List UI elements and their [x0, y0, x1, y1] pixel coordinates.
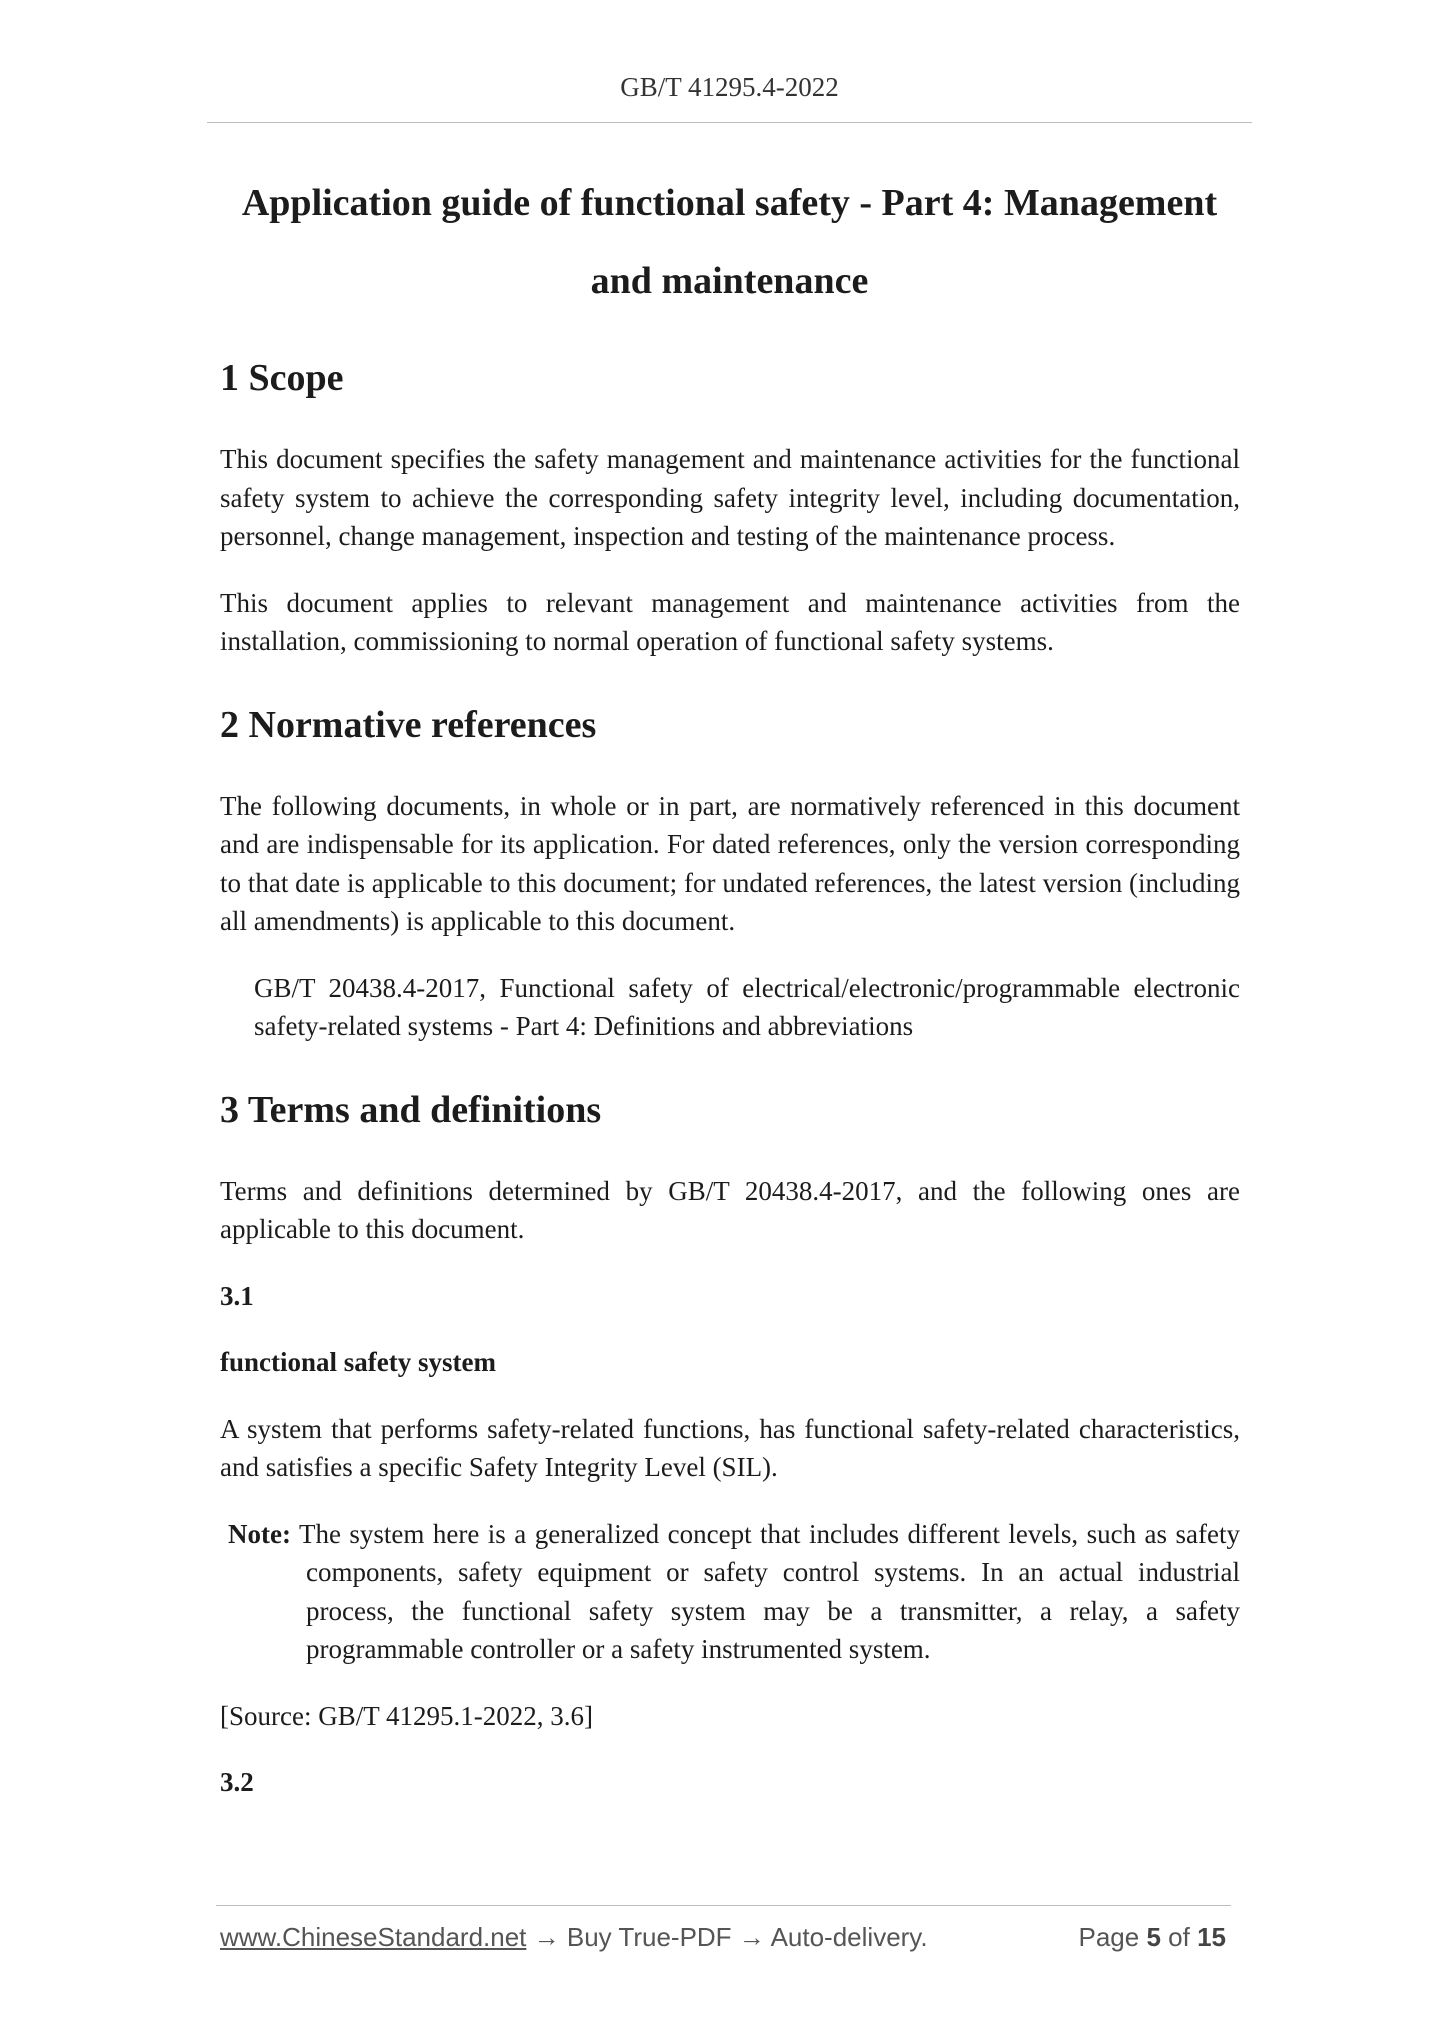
- term-source: [Source: GB/T 41295.1-2022, 3.6]: [220, 1700, 593, 1731]
- section-heading-normative-references: 2 Normative references: [220, 703, 597, 746]
- header-divider: [207, 122, 1252, 123]
- term-number-3-1: 3.1: [220, 1280, 254, 1311]
- scope-paragraph-2: This document applies to relevant management and maintenance activities from the installation, commissioning to normal operation of functional safety systems.: [220, 587, 1240, 656]
- normative-paragraph: The following documents, in whole or in part, are normatively referenced in this document and are indispensable for its application. For dated references, only the version corresponding to that date is applicable to this document; for undated references, the latest version (including all amendments) is applicable to this document.: [220, 790, 1240, 936]
- title-line-2: and maintenance: [590, 260, 869, 302]
- page-header: GB/T 41295.4-2022: [620, 72, 839, 102]
- page-number: 5: [1146, 1922, 1161, 1952]
- document-body: [220, 348, 1240, 1830]
- note-label: Note:: [228, 1518, 291, 1549]
- term-definition: A system that performs safety-related functions, has functional safety-related characteristics, and satisfies a specific Safety Integrity Level (SIL).: [220, 1413, 1240, 1482]
- footer-divider: [216, 1905, 1231, 1906]
- scope-paragraph-1: This document specifies the safety management and maintenance activities for the functional safety system to achieve the corresponding safety integrity level, including documentation, personnel, change management, inspection and testing of the maintenance process.: [220, 444, 1240, 551]
- website-link[interactable]: www.ChineseStandard.net: [220, 1922, 527, 1952]
- document-title: [207, 164, 1252, 320]
- term-note: [220, 1515, 1240, 1669]
- footer-promo-text: → Buy True-PDF → Auto-delivery.: [526, 1922, 928, 1952]
- title-line-1: Application guide of functional safety - Part 4: Management: [241, 182, 1218, 224]
- term-name: functional safety system: [220, 1347, 496, 1377]
- note-text: The system here is a generalized concept that includes different levels, such as safety components, safety equipment or safety control systems. In an actual industrial process, the functional safety system may be a transmitter, a relay, a safety programmable controller or a safety instrumented system.: [290, 1518, 1240, 1664]
- term-number-3-2: 3.2: [220, 1767, 254, 1797]
- footer-promo: [220, 1922, 928, 1953]
- page-total: 15: [1197, 1922, 1226, 1952]
- of-word: of: [1168, 1922, 1190, 1952]
- reference-item: GB/T 20438.4-2017, Functional safety of electrical/electronic/programmable electronic safety-related systems - Part 4: Definitions and abbreviations: [254, 972, 1240, 1041]
- terms-intro-paragraph: Terms and definitions determined by GB/T 20438.4-2017, and the following ones are applicable to this document.: [220, 1175, 1240, 1244]
- page-word: Page: [1078, 1922, 1140, 1952]
- page-indicator: [1078, 1922, 1226, 1953]
- section-heading-scope: 1 Scope: [220, 357, 344, 399]
- section-heading-terms: 3 Terms and definitions: [220, 1088, 602, 1131]
